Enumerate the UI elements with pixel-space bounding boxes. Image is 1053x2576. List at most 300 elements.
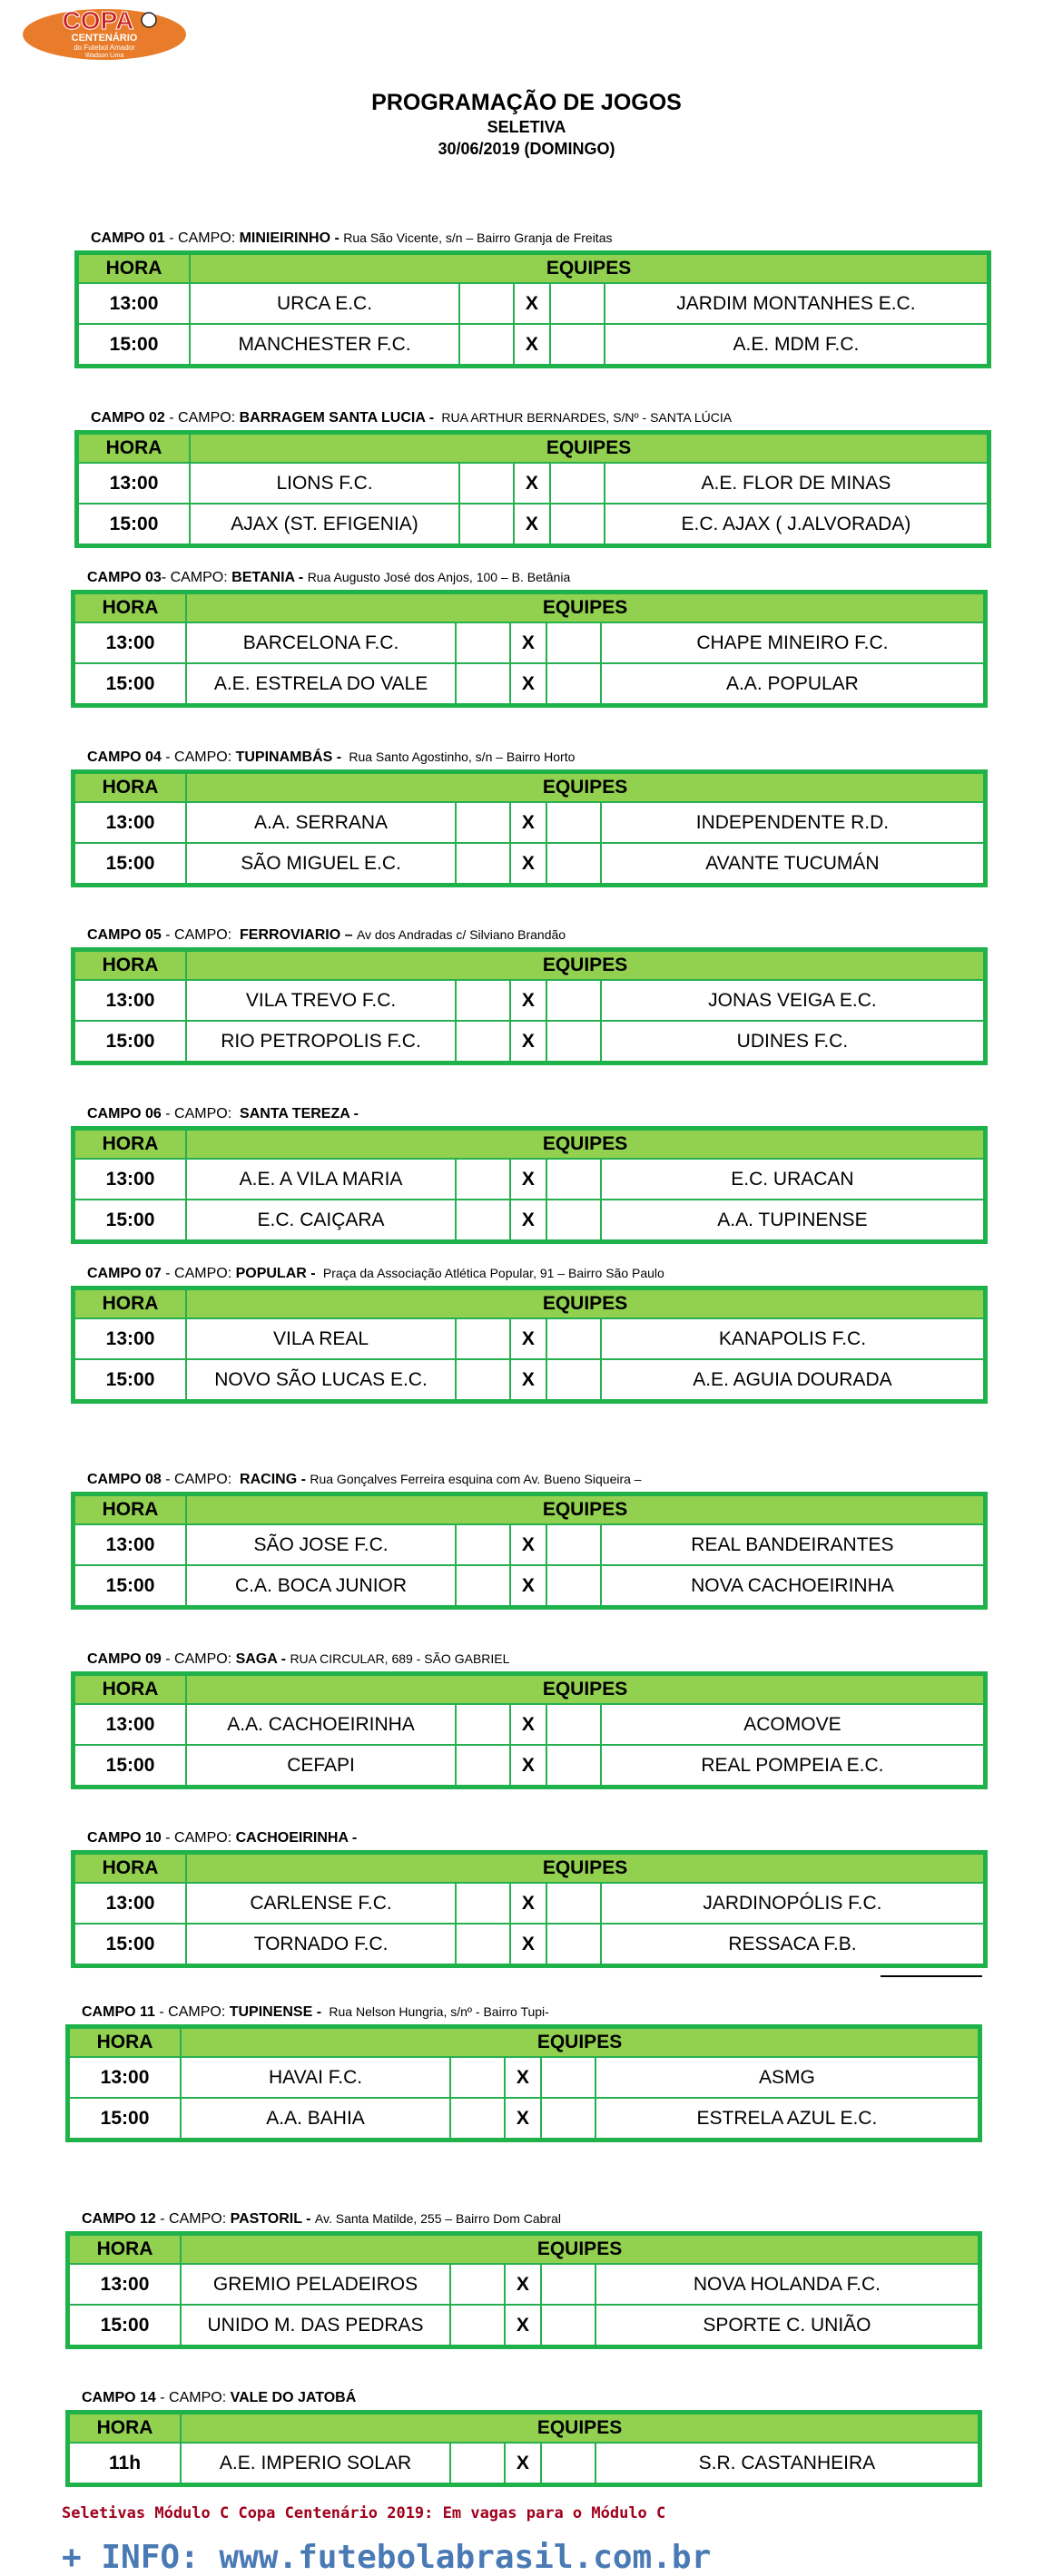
- table-row: [74, 1318, 986, 1359]
- versus-mark: X: [510, 1704, 546, 1745]
- home-score: [456, 1159, 510, 1200]
- campo-label: [74, 229, 991, 250]
- campo-label: [74, 408, 991, 430]
- ball-icon: [142, 13, 156, 27]
- away-team: AVANTE TUCUMÁN: [601, 843, 986, 886]
- campo-separator: - CAMPO:: [161, 927, 241, 943]
- campo-separator: - CAMPO:: [164, 230, 240, 246]
- campo-name: TUPINENSE -: [229, 2004, 326, 2020]
- home-score: [459, 504, 514, 546]
- home-score: [456, 1883, 510, 1924]
- equipes-header: EQUIPES: [190, 433, 989, 464]
- campo-separator: - CAMPO:: [164, 410, 240, 426]
- campo-block: [74, 229, 991, 368]
- home-team: C.A. BOCA JUNIOR: [186, 1565, 456, 1608]
- home-team: A.A. BAHIA: [181, 2098, 450, 2140]
- home-team: CEFAPI: [186, 1745, 456, 1788]
- away-score: [546, 1021, 601, 1063]
- table-header-row: [68, 2027, 980, 2058]
- table-row: [68, 2098, 980, 2140]
- campo-address: Rua Gonçalves Ferreira esquina com Av. Bueno Siqueira –: [310, 1472, 642, 1486]
- logo-line1: CENTENÁRIO: [71, 33, 138, 44]
- campo-name: RACING -: [240, 1472, 310, 1487]
- table-header-row: [74, 1494, 986, 1525]
- campo-number: CAMPO 06: [87, 1106, 162, 1121]
- games-table: [71, 1850, 988, 1968]
- campo-block: [65, 2388, 982, 2487]
- away-team: REAL BANDEIRANTES: [601, 1524, 986, 1565]
- table-row: [74, 663, 986, 706]
- campo-name: VALE DO JATOBÁ: [230, 2390, 357, 2405]
- games-table: [71, 590, 988, 708]
- home-score: [456, 1200, 510, 1242]
- table-row: [68, 2057, 980, 2098]
- campo-label: [71, 1264, 988, 1286]
- campo-block: [71, 1650, 988, 1789]
- away-team: REAL POMPEIA E.C.: [601, 1745, 986, 1788]
- campo-separator: - CAMPO:: [155, 2390, 231, 2405]
- copa-centenario-logo: [20, 2, 189, 62]
- table-header-row: [74, 1853, 986, 1884]
- game-time: 15:00: [74, 1021, 187, 1063]
- game-time: 13:00: [68, 2057, 182, 2098]
- home-score: [450, 2443, 505, 2485]
- campo-block: [71, 1828, 988, 1968]
- table-row: [74, 1021, 986, 1063]
- versus-mark: X: [510, 802, 546, 843]
- page-subtitle: SELETIVA: [487, 118, 566, 136]
- away-score: [541, 2305, 595, 2347]
- home-team: UNIDO M. DAS PEDRAS: [181, 2305, 450, 2347]
- equipes-header: EQUIPES: [186, 772, 985, 803]
- campo-number: CAMPO 02: [91, 410, 165, 426]
- campo-address: Rua Santo Agostinho, s/n – Bairro Horto: [345, 749, 576, 764]
- campo-label: [71, 1650, 988, 1671]
- table-row: [74, 1924, 986, 1966]
- away-score: [546, 802, 601, 843]
- campo-number: CAMPO 05: [87, 927, 162, 943]
- campo-number: CAMPO 12: [82, 2211, 156, 2227]
- campo-separator: - CAMPO:: [161, 1830, 236, 1846]
- hora-header: HORA: [77, 253, 191, 284]
- logo-line3: Wadson Lima: [84, 53, 124, 59]
- game-time: 13:00: [74, 622, 187, 663]
- campo-name: SAGA -: [235, 1651, 290, 1667]
- away-team: A.E. AGUIA DOURADA: [601, 1359, 986, 1402]
- table-row: [77, 504, 989, 546]
- equipes-header: EQUIPES: [181, 2413, 979, 2444]
- away-score: [546, 1565, 601, 1608]
- versus-mark: X: [505, 2443, 540, 2485]
- campo-number: CAMPO 07: [87, 1266, 162, 1281]
- equipes-header: EQUIPES: [181, 2027, 979, 2058]
- campo-address: Rua Nelson Hungria, s/nº - Bairro Tupi-: [325, 2004, 549, 2019]
- logo-line2: do Futebol Amador: [74, 44, 135, 52]
- campo-block: [71, 568, 988, 708]
- away-team: NOVA CACHOEIRINHA: [601, 1565, 986, 1608]
- home-team: HAVAI F.C.: [181, 2057, 450, 2098]
- home-score: [456, 980, 510, 1021]
- away-score: [546, 980, 601, 1021]
- campo-number: CAMPO 01: [91, 230, 165, 246]
- away-team: S.R. CASTANHEIRA: [595, 2443, 980, 2485]
- versus-mark: X: [510, 1159, 546, 1200]
- versus-mark: X: [510, 1745, 546, 1788]
- campo-address: Praça da Associação Atlética Popular, 91 – Bairro São Paulo: [320, 1266, 664, 1280]
- away-team: E.C. URACAN: [601, 1159, 986, 1200]
- away-team: JONAS VEIGA E.C.: [601, 980, 986, 1021]
- home-score: [450, 2305, 505, 2347]
- table-row: [74, 1745, 986, 1788]
- versus-mark: X: [510, 1200, 546, 1242]
- home-team: MANCHESTER F.C.: [190, 324, 459, 367]
- hora-header: HORA: [74, 593, 187, 623]
- campo-number: CAMPO 09: [87, 1651, 162, 1667]
- hora-header: HORA: [74, 1494, 187, 1525]
- away-score: [550, 324, 605, 367]
- campo-label: [71, 1470, 988, 1492]
- campo-name: TUPINAMBÁS -: [235, 749, 346, 765]
- away-score: [546, 1745, 601, 1788]
- home-score: [456, 663, 510, 706]
- table-row: [74, 1359, 986, 1402]
- games-table: [71, 947, 988, 1065]
- games-table: [71, 769, 988, 887]
- campo-label: [71, 926, 988, 947]
- campo-separator: - CAMPO:: [161, 749, 236, 765]
- games-table: [71, 1671, 988, 1789]
- header: [0, 89, 1053, 160]
- games-table: [74, 250, 991, 368]
- campo-name: FERROVIARIO –: [240, 927, 357, 943]
- home-team: TORNADO F.C.: [186, 1924, 456, 1966]
- equipes-header: EQUIPES: [186, 593, 985, 623]
- home-team: A.E. ESTRELA DO VALE: [186, 663, 456, 706]
- table-header-row: [77, 433, 989, 464]
- table-row: [74, 1524, 986, 1565]
- campo-separator: - CAMPO:: [155, 2211, 231, 2227]
- versus-mark: X: [510, 1883, 546, 1924]
- versus-mark: X: [510, 980, 546, 1021]
- versus-mark: X: [514, 324, 549, 367]
- home-team: A.A. CACHOEIRINHA: [186, 1704, 456, 1745]
- table-row: [74, 802, 986, 843]
- campo-name: SANTA TEREZA -: [240, 1106, 363, 1121]
- campo-number: CAMPO 11: [82, 2004, 155, 2020]
- home-score: [456, 1924, 510, 1966]
- versus-mark: X: [510, 1359, 546, 1402]
- away-score: [546, 1524, 601, 1565]
- home-team: NOVO SÃO LUCAS E.C.: [186, 1359, 456, 1402]
- equipes-header: EQUIPES: [186, 1853, 985, 1884]
- campo-name: PASTORIL -: [230, 2211, 315, 2227]
- away-team: E.C. AJAX ( J.ALVORADA): [605, 504, 989, 546]
- away-score: [550, 283, 605, 324]
- game-time: 15:00: [74, 1200, 187, 1242]
- home-score: [456, 1524, 510, 1565]
- away-team: ESTRELA AZUL E.C.: [595, 2098, 980, 2140]
- versus-mark: X: [510, 1924, 546, 1966]
- games-table: [65, 2231, 982, 2349]
- table-row: [74, 1200, 986, 1242]
- games-table: [74, 430, 991, 548]
- home-team: A.A. SERRANA: [186, 802, 456, 843]
- away-score: [541, 2264, 595, 2305]
- footer-note: Seletivas Módulo C Copa Centenário 2019: Em vagas para o Módulo C: [62, 2504, 666, 2522]
- games-table: [65, 2410, 982, 2487]
- hora-header: HORA: [74, 1674, 187, 1705]
- away-team: A.E. MDM F.C.: [605, 324, 989, 367]
- campo-separator: - CAMPO:: [161, 1472, 241, 1487]
- campo-label: [65, 2003, 982, 2024]
- versus-mark: X: [510, 1524, 546, 1565]
- away-score: [541, 2098, 595, 2140]
- away-score: [546, 843, 601, 886]
- campo-name: MINIEIRINHO -: [239, 230, 344, 246]
- away-team: KANAPOLIS F.C.: [601, 1318, 986, 1359]
- game-time: 15:00: [74, 1924, 187, 1966]
- equipes-header: EQUIPES: [190, 253, 989, 284]
- campo-address: RUA CIRCULAR, 689 - SÃO GABRIEL: [290, 1651, 510, 1666]
- away-team: ASMG: [595, 2057, 980, 2098]
- away-score: [546, 1159, 601, 1200]
- campo-block: [71, 926, 988, 1065]
- game-time: 13:00: [74, 1883, 187, 1924]
- campo-name: BARRAGEM SANTA LUCIA -: [239, 410, 438, 426]
- versus-mark: X: [510, 843, 546, 886]
- table-header-row: [74, 593, 986, 623]
- games-table: [71, 1286, 988, 1404]
- page-title: PROGRAMAÇÃO DE JOGOS: [371, 90, 682, 115]
- versus-mark: X: [505, 2264, 540, 2305]
- home-team: SÃO MIGUEL E.C.: [186, 843, 456, 886]
- campo-name: POPULAR -: [235, 1266, 320, 1281]
- campo-block: [71, 1104, 988, 1244]
- away-team: SPORTE C. UNIÃO: [595, 2305, 980, 2347]
- home-team: BARCELONA F.C.: [186, 622, 456, 663]
- home-score: [450, 2098, 505, 2140]
- away-team: INDEPENDENTE R.D.: [601, 802, 986, 843]
- game-time: 13:00: [74, 1704, 187, 1745]
- games-table: [65, 2024, 982, 2142]
- away-team: JARDINOPÓLIS F.C.: [601, 1883, 986, 1924]
- away-team: A.E. FLOR DE MINAS: [605, 463, 989, 504]
- away-score: [546, 1924, 601, 1966]
- versus-mark: X: [510, 1318, 546, 1359]
- home-team: RIO PETROPOLIS F.C.: [186, 1021, 456, 1063]
- away-score: [546, 1359, 601, 1402]
- versus-mark: X: [514, 463, 549, 504]
- home-team: GREMIO PELADEIROS: [181, 2264, 450, 2305]
- equipes-header: EQUIPES: [186, 1129, 985, 1160]
- hora-header: HORA: [74, 950, 187, 981]
- away-team: NOVA HOLANDA F.C.: [595, 2264, 980, 2305]
- game-time: 13:00: [74, 980, 187, 1021]
- hora-header: HORA: [74, 1288, 187, 1319]
- game-time: 15:00: [77, 324, 191, 367]
- away-score: [550, 504, 605, 546]
- table-row: [68, 2264, 980, 2305]
- campo-label: [65, 2209, 982, 2231]
- away-team: ACOMOVE: [601, 1704, 986, 1745]
- table-row: [68, 2305, 980, 2347]
- campo-address: Av dos Andradas c/ Silviano Brandão: [356, 927, 566, 942]
- table-header-row: [68, 2413, 980, 2444]
- campo-separator: - CAMPO:: [154, 2004, 230, 2020]
- campo-number: CAMPO 14: [82, 2390, 156, 2405]
- table-row: [74, 980, 986, 1021]
- home-team: LIONS F.C.: [190, 463, 459, 504]
- campo-block: [74, 408, 991, 548]
- home-score: [459, 463, 514, 504]
- versus-mark: X: [510, 1565, 546, 1608]
- game-time: 15:00: [74, 843, 187, 886]
- versus-mark: X: [505, 2098, 540, 2140]
- table-row: [74, 1159, 986, 1200]
- game-time: 13:00: [77, 283, 191, 324]
- home-score: [459, 324, 514, 367]
- campo-address: Av. Santa Matilde, 255 – Bairro Dom Cabral: [314, 2211, 561, 2226]
- campo-separator: - CAMPO:: [161, 1106, 241, 1121]
- table-row: [74, 1883, 986, 1924]
- versus-mark: X: [505, 2057, 540, 2098]
- home-team: AJAX (ST. EFIGENIA): [190, 504, 459, 546]
- home-score: [456, 1359, 510, 1402]
- versus-mark: X: [510, 622, 546, 663]
- home-score: [456, 802, 510, 843]
- game-time: 13:00: [77, 463, 191, 504]
- home-score: [450, 2264, 505, 2305]
- away-score: [546, 1200, 601, 1242]
- campo-address: Rua Augusto José dos Anjos, 100 – B. Betânia: [307, 570, 571, 584]
- table-row: [74, 622, 986, 663]
- footer-info-link[interactable]: + INFO: www.futebolabrasil.com.br: [62, 2539, 712, 2576]
- campo-number: CAMPO 08: [87, 1472, 162, 1487]
- logo-word: COPA: [62, 6, 134, 34]
- hora-header: HORA: [74, 1853, 187, 1884]
- home-score: [456, 1565, 510, 1608]
- table-row: [74, 843, 986, 886]
- table-header-row: [74, 1288, 986, 1319]
- campo-separator: - CAMPO:: [161, 1651, 236, 1667]
- equipes-header: EQUIPES: [186, 950, 985, 981]
- table-header-row: [74, 772, 986, 803]
- table-header-row: [74, 950, 986, 981]
- away-score: [541, 2057, 595, 2098]
- campo-block: [65, 2003, 982, 2142]
- hora-header: HORA: [74, 1129, 187, 1160]
- table-row: [77, 324, 989, 367]
- equipes-header: EQUIPES: [186, 1288, 985, 1319]
- table-row: [77, 463, 989, 504]
- away-team: JARDIM MONTANHES E.C.: [605, 283, 989, 324]
- campo-separator: - CAMPO:: [161, 570, 232, 585]
- home-team: URCA E.C.: [190, 283, 459, 324]
- game-time: 13:00: [74, 802, 187, 843]
- home-score: [456, 1745, 510, 1788]
- game-time: 15:00: [74, 1565, 187, 1608]
- away-score: [546, 1318, 601, 1359]
- hora-header: HORA: [74, 772, 187, 803]
- hora-header: HORA: [68, 2234, 182, 2265]
- game-time: 13:00: [74, 1524, 187, 1565]
- home-score: [456, 622, 510, 663]
- equipes-header: EQUIPES: [181, 2234, 979, 2265]
- away-team: UDINES F.C.: [601, 1021, 986, 1063]
- equipes-header: EQUIPES: [186, 1494, 985, 1525]
- hora-header: HORA: [68, 2413, 182, 2444]
- campo-label: [71, 568, 988, 590]
- games-table: [71, 1492, 988, 1610]
- campo-separator: - CAMPO:: [161, 1266, 236, 1281]
- campo-label: [71, 748, 988, 769]
- versus-mark: X: [514, 504, 549, 546]
- page-date: 30/06/2019 (DOMINGO): [438, 140, 615, 158]
- table-row: [77, 283, 989, 324]
- campo-block: [71, 1470, 988, 1610]
- hora-header: HORA: [77, 433, 191, 464]
- away-score: [546, 1704, 601, 1745]
- home-team: A.E. A VILA MARIA: [186, 1159, 456, 1200]
- home-team: SÃO JOSE F.C.: [186, 1524, 456, 1565]
- campo-name: BETANIA -: [231, 570, 308, 585]
- game-time: 15:00: [68, 2098, 182, 2140]
- campo-number: CAMPO 10: [87, 1830, 162, 1846]
- game-time: 13:00: [74, 1318, 187, 1359]
- equipes-header: EQUIPES: [186, 1674, 985, 1705]
- campo-label: [65, 2388, 982, 2410]
- campo-label: [71, 1828, 988, 1850]
- home-score: [456, 843, 510, 886]
- table-row: [68, 2443, 980, 2485]
- away-team: A.A. TUPINENSE: [601, 1200, 986, 1242]
- home-team: E.C. CAIÇARA: [186, 1200, 456, 1242]
- table-row: [74, 1565, 986, 1608]
- away-score: [550, 463, 605, 504]
- home-score: [450, 2057, 505, 2098]
- table-header-row: [68, 2234, 980, 2265]
- home-team: VILA TREVO F.C.: [186, 980, 456, 1021]
- game-time: 13:00: [68, 2264, 182, 2305]
- game-time: 15:00: [68, 2305, 182, 2347]
- home-score: [456, 1021, 510, 1063]
- game-time: 11h: [68, 2443, 182, 2485]
- campo-number: CAMPO 03: [87, 570, 162, 585]
- campo-block: [65, 2209, 982, 2349]
- table-row: [74, 1704, 986, 1745]
- versus-mark: X: [514, 283, 549, 324]
- hora-header: HORA: [68, 2027, 182, 2058]
- table-header-row: [74, 1674, 986, 1705]
- table-header-row: [74, 1129, 986, 1160]
- campo-number: CAMPO 04: [87, 749, 162, 765]
- game-time: 15:00: [74, 1359, 187, 1402]
- game-time: 13:00: [74, 1159, 187, 1200]
- home-team: A.E. IMPERIO SOLAR: [181, 2443, 450, 2485]
- campo-name: CACHOEIRINHA -: [235, 1830, 361, 1846]
- campo-block: [71, 748, 988, 887]
- away-score: [546, 663, 601, 706]
- game-time: 15:00: [77, 504, 191, 546]
- campo-label: [71, 1104, 988, 1126]
- campo-block: [71, 1264, 988, 1404]
- versus-mark: X: [505, 2305, 540, 2347]
- home-score: [459, 283, 514, 324]
- table-header-row: [77, 253, 989, 284]
- campo-address: Rua São Vicente, s/n – Bairro Granja de Freitas: [343, 230, 613, 245]
- away-score: [546, 1883, 601, 1924]
- versus-mark: X: [510, 1021, 546, 1063]
